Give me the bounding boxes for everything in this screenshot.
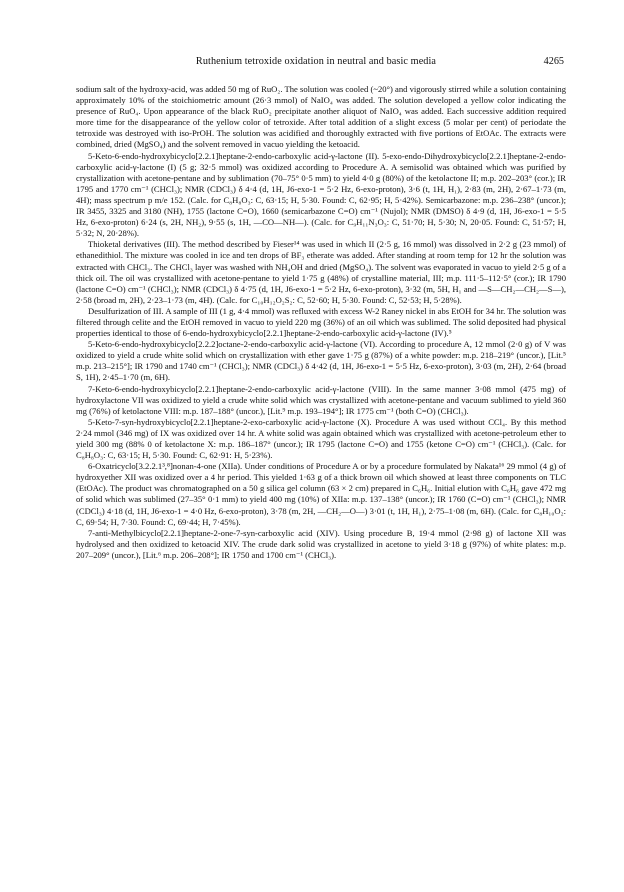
paragraph-compound-ii: 5-Keto-6-endo-hydroxybicyclo[2.2.1]heptane-2-endo-carboxylic acid-γ-lactone (II). 5-exo-endo-Dihydroxybicyclo[2.2.1]heptane-2-endo-carboxylic acid-γ-lactone (I) (5 g; 32·5 mmol) was oxidized according to Procedure A. A semisolid was obtained which was purified by crystallization with acetone-pentane and by sublimation (70–75° 0·5 mm) to yield 4·0 g (80%) of the ketolactone II; m.p. 202–203° (cor.); IR 1795 and 1770 cm⁻¹ (CHCl₃); NMR (CDCl₃) δ 4·4 (d, 1H, J6-exo-1 = 5·2 Hz, 6-exo-proton), 3·6 (t, 1H, H₁), 2·83 (m, 2H), 2·67–1·73 (m, 4H); mass spectrum p m/e 152. (Calc. for C₈H₈O₃: C, 63·15; H, 5·30. Found: C, 62·95; H, 5·42%). Semicarbazone: m.p. 236–238° (uncor.); IR 3455, 3325 and 3180 (NH), 1755 (lactone C=O), 1660 (semicarbazone C=O) cm⁻¹ (Nujol); NMR (DMSO) δ 4·9 (d, 1H, J6-exo-1 = 5·5 Hz, 6-exo-proton) 6·24 (s, 2H, NH₂), 9·55 (s, 1H, —CO—NH—). (Calc. for C₉H₁₁N₃O₃: C, 51·70; H, 5·30; N, 20·05. Found: C, 51·57; H, 5·32; N, 20·28%). [76, 150, 566, 239]
paragraph-thioketal-iii: Thioketal derivatives (III). The method described by Fieser¹⁴ was used in which II (2·5 g, 16 mmol) was dissolved in 2·2 g (23 mmol) of ethanedithiol. The mixture was cooled in ice and ten drops of BF₃ etherate was added. After standing at room temp for 12 hr the solution was extracted with CHCl₃. The CHCl₃ layer was washed with NH₄OH and dried (MgSO₄). The solvent was evaporated in vacuo to yield 2·5 g of a thick oil. The oil was crystallized with acetone-pentane to yield 1·75 g (48%) of crystalline material, III; m.p. 111·5–112·5° (cor.); IR 1790 (lactone C=O) cm⁻¹ (CHCl₃); NMR (CDCl₃) δ 4·75 (d, 1H, J6-exo-1 = 5·2 Hz, 6-exo-proton), 3·32 (m, 5H, H₁ and —S—CH₂—CH₂—S—), 2·58 (broad m, 2H), 2·23–1·73 (m, 4H). (Calc. for C₁₀H₁₂O₂S₂: C, 52·60; H, 5·30. Found: C, 52·53; H, 5·28%). [76, 239, 566, 305]
paragraph-procedure-a-continued: sodium salt of the hydroxy-acid, was added 50 mg of RuO₂. The solution was cooled (~20°) and vigorously stirred while a solution containing approximately 10% of the stoichiometric amount (26·3 mmol) of NaIO₄ was added. The solution developed a yellow color indicating the presence of RuO₄. Upon appearance of the black RuO₂ precipitate another aliquot of NaIO₄ was added. Each successive addition required more time for the disappearance of the yellow color of tetroxide. After total addition of a slight excess (5 molar per cent) of periodate the tetroxide was destroyed with iso-PrOH. The solution was acidified and thoroughly extracted with five portions of EtOAc. The extracts were combined, dried (MgSO₄) and the solvent removed in vacuo yielding the ketoacid. [76, 84, 566, 150]
paragraph-desulfurization: Desulfurization of III. A sample of III (1 g, 4·4 mmol) was refluxed with excess W-2 Raney nickel in abs EtOH for 34 hr. The solution was filtered through celite and the EtOH removed in vacuo to yield 220 mg (36%) of an oil which was sublimed. The solid deposited had physical properties identical to those of 6-endo-hydroxybicyclo[2.2.1]heptane-2-endo-carboxylic acid-γ-lactone (IV).⁵ [76, 305, 566, 339]
paragraph-compound-xiia: 6-Oxatricyclo[3.2.2.1³,⁸]nonan-4-one (XIIa). Under conditions of Procedure A or by a procedure formulated by Nakata¹⁶ 29 mmol (4 g) of hydroxyether XII was oxidized over a 4 hr period. This yielded 1·63 g of a thick brown oil which showed at least three components on TLC (EtOAc). The product was chromatographed on a 50 g silica gel column (63 × 2 cm) prepared in C₆H₆. Initial elution with C₆H₆ gave 472 mg of solid which was sublimed (27–35° 0·1 mm) to yield 400 mg (10%) of XIIa: m.p. 137–138° (uncor.); IR 1760 (C=O) cm⁻¹ (CHCl₃); NMR (CDCl₃) 4·18 (d, 1H, J6-exo-1 = 4·0 Hz, 6-exo-proton), 3·78 (m, 2H, —CH₂—O—) 3·01 (t, 1H, H₁), 2·75–1·08 (m, 6H). (Calc. for C₈H₁₀O₂: C, 69·54; H, 7·30. Found: C, 69·44; H, 7·45%). [76, 461, 566, 527]
page-number: 4265 [543, 56, 564, 67]
article-body [76, 84, 566, 874]
running-header: Ruthenium tetroxide oxidation in neutral and basic media [195, 56, 437, 67]
paragraph-compound-x: 5-Keto-7-syn-hydroxybicyclo[2.2.1]heptane-2-exo-carboxylic acid-γ-lactone (X). Procedure A was used without CCl₄. By this method 2·24 mmol (346 mg) of IX was oxidized over 14 hr. A white solid was again obtained which was crystallized with acetone-petroleum ether to yield 300 mg (88% 0 of ketolactone X: m.p. 186–187° (uncor.); IR 1795 (lactone C=O) and 1755 (ketone C=O) cm⁻¹ (CHCl₃). (Calc. for C₈H₈O₃: C, 63·15; H, 5·30. Found: C, 62·91: H, 5·23%). [76, 416, 566, 461]
paragraph-compound-viii: 7-Keto-6-endo-hydroxybicyclo[2.2.1]heptane-2-endo-carboxylic acid-γ-lactone (VIII). In the same manner 3·08 mmol (475 mg) of hydroxylactone VII was oxidized to yield a crude white solid which was crystallized with acetone-pentane and vacuum sublimed to yield 360 mg (76%) of ketolactone VIII: m.p. 187–188° (uncor.), [Lit.⁹ m.p. 193–194°]; IR 1775 cm⁻¹ (both C=O) (CHCl₃). [76, 383, 566, 416]
paragraph-compound-xiv: 7-anti-Methylbicyclo[2.2.1]heptane-2-one-7-syn-carboxylic acid (XIV). Using procedure B, 19·4 mmol (2·98 g) of lactone XII was hydrolysed and then oxidized to ketoacid XIV. The crude dark solid was crystallized in acetone to yield 3·18 g (97%) of white plates: m.p. 207–209° (uncor.), [Lit.⁶ m.p. 206–208°]; IR 1750 and 1700 cm⁻¹ (CHCl₃). [76, 527, 566, 560]
paragraph-compound-vi: 5-Keto-6-endo-hydroxybicyclo[2.2.2]octane-2-endo-carboxylic acid-γ-lactone (VI). According to procedure A, 12 mmol (2·0 g) of V was oxidized to yield a crude white solid which on crystallization with ether gave 1·75 g (87%) of a white powder: m.p. 218–219° (uncor.), [Lit.⁵ m.p. 213–215°]; IR 1790 and 1740 cm⁻¹ (CHCl₃); NMR (CDCl₃) δ 4·42 (d, 1H, J6-exo-1 = 5·5 Hz, 6-exo-proton), 3·03 (m, 2H), 2·64 (broad S, 1H), 2·45–1·70 (m, 6H). [76, 339, 566, 383]
